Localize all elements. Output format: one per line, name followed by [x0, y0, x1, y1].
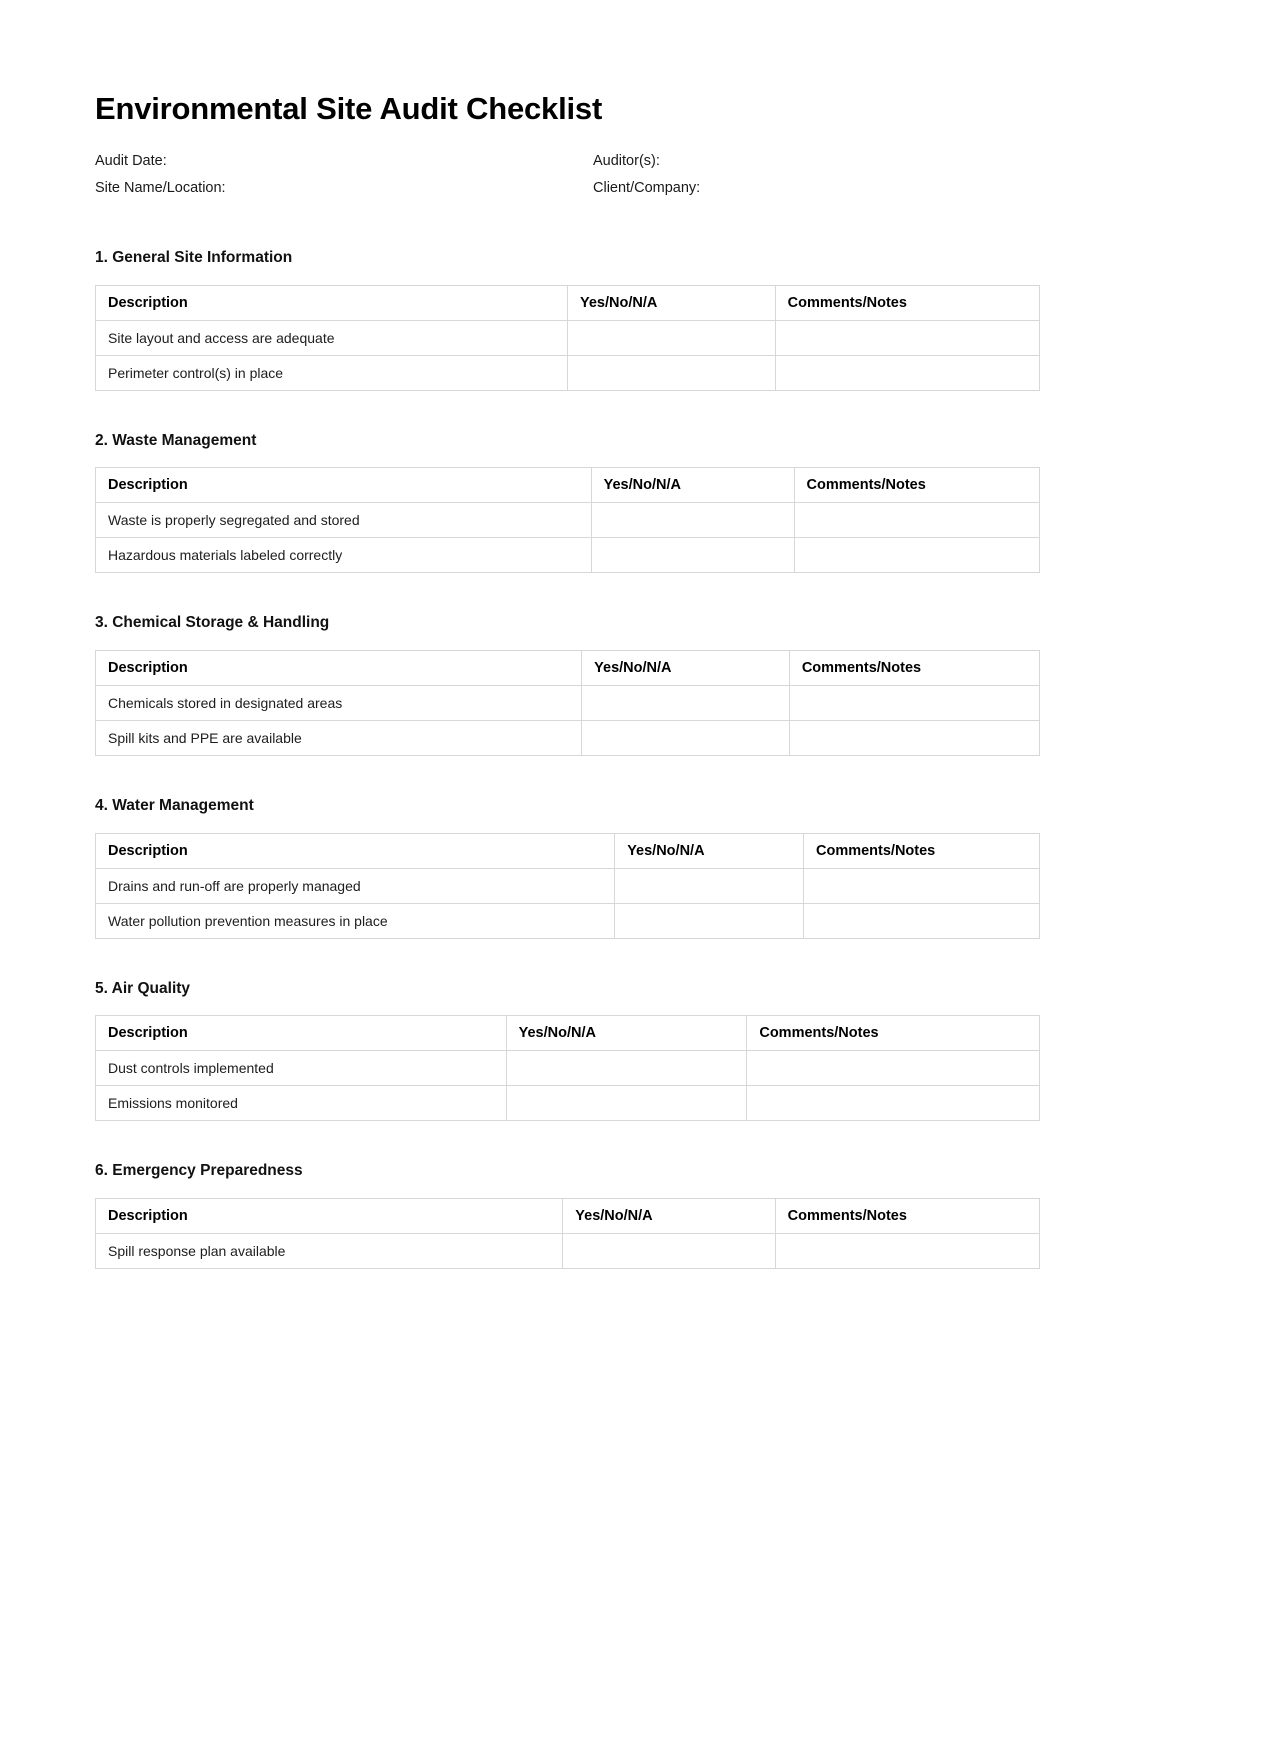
site-name-location-label: Site Name/Location:	[95, 180, 226, 197]
section-heading: 4. Water Management	[95, 796, 254, 814]
column-header-description: Description	[96, 468, 592, 503]
checklist-table	[95, 833, 1040, 939]
row-description: Drains and run-off are properly managed	[96, 868, 615, 903]
auditors-label: Auditor(s):	[593, 153, 660, 170]
client-company-label: Client/Company:	[593, 180, 701, 197]
section-heading: 5. Air Quality	[95, 979, 191, 997]
comments-cell[interactable]	[747, 1086, 1040, 1121]
checklist-table	[95, 1198, 1040, 1269]
section-heading: 3. Chemical Storage & Handling	[95, 614, 330, 632]
row-description: Spill kits and PPE are available	[96, 720, 582, 755]
column-header-status: Yes/No/N/A	[615, 833, 804, 868]
table-row	[96, 538, 1040, 573]
checklist-section	[95, 1121, 1040, 1259]
row-description: Emissions monitored	[96, 1086, 507, 1121]
column-header-comments: Comments/Notes	[803, 833, 1039, 868]
checklist-table	[95, 467, 1040, 573]
status-cell[interactable]	[506, 1051, 747, 1086]
comments-cell[interactable]	[794, 538, 1039, 573]
status-cell[interactable]	[615, 903, 804, 938]
status-cell[interactable]	[582, 720, 790, 755]
row-description: Site layout and access are adequate	[96, 320, 568, 355]
audit-date-label: Audit Date:	[95, 153, 167, 170]
row-description: Perimeter control(s) in place	[96, 355, 568, 390]
table-row	[96, 1233, 1040, 1268]
row-description: Water pollution prevention measures in place	[96, 903, 615, 938]
table-row	[96, 720, 1040, 755]
comments-cell[interactable]	[775, 320, 1039, 355]
table-row	[96, 903, 1040, 938]
document-body	[95, 0, 1040, 1259]
column-header-comments: Comments/Notes	[747, 1016, 1040, 1051]
status-cell[interactable]	[506, 1086, 747, 1121]
comments-cell[interactable]	[789, 685, 1039, 720]
checklist-section	[95, 756, 1040, 939]
status-cell[interactable]	[591, 503, 794, 538]
section-heading: 2. Waste Management	[95, 431, 257, 449]
status-cell[interactable]	[615, 868, 804, 903]
section-heading: 1. General Site Information	[95, 249, 293, 267]
column-header-comments: Comments/Notes	[794, 468, 1039, 503]
meta-row	[95, 180, 1040, 207]
row-description: Hazardous materials labeled correctly	[96, 538, 592, 573]
comments-cell[interactable]	[803, 868, 1039, 903]
page-title: Environmental Site Audit Checklist	[95, 91, 603, 126]
column-header-comments: Comments/Notes	[775, 1198, 1039, 1233]
comments-cell[interactable]	[789, 720, 1039, 755]
checklist-section	[95, 573, 1040, 756]
table-row	[96, 1051, 1040, 1086]
checklist-section	[95, 939, 1040, 1122]
audit-meta-fields	[95, 153, 1040, 207]
column-header-description: Description	[96, 1198, 563, 1233]
checklist-table	[95, 1015, 1040, 1121]
comments-cell[interactable]	[794, 503, 1039, 538]
comments-cell[interactable]	[775, 1233, 1039, 1268]
clipped-table-region	[95, 1198, 1040, 1259]
comments-cell[interactable]	[803, 903, 1039, 938]
table-header-row	[96, 833, 1040, 868]
row-description: Dust controls implemented	[96, 1051, 507, 1086]
table-header-row	[96, 1016, 1040, 1051]
status-cell[interactable]	[568, 355, 776, 390]
column-header-description: Description	[96, 650, 582, 685]
section-heading: 6. Emergency Preparedness	[95, 1162, 303, 1180]
column-header-description: Description	[96, 833, 615, 868]
column-header-status: Yes/No/N/A	[506, 1016, 747, 1051]
table-header-row	[96, 1198, 1040, 1233]
column-header-description: Description	[96, 1016, 507, 1051]
status-cell[interactable]	[563, 1233, 775, 1268]
checklist-section	[95, 391, 1040, 574]
column-header-comments: Comments/Notes	[775, 285, 1039, 320]
column-header-status: Yes/No/N/A	[568, 285, 776, 320]
table-header-row	[96, 650, 1040, 685]
table-row	[96, 503, 1040, 538]
checklist-section	[95, 207, 1040, 391]
status-cell[interactable]	[582, 685, 790, 720]
column-header-description: Description	[96, 285, 568, 320]
comments-cell[interactable]	[747, 1051, 1040, 1086]
table-header-row	[96, 285, 1040, 320]
meta-row	[95, 153, 1040, 180]
row-description: Waste is properly segregated and stored	[96, 503, 592, 538]
table-row	[96, 1086, 1040, 1121]
table-row	[96, 355, 1040, 390]
column-header-status: Yes/No/N/A	[582, 650, 790, 685]
checklist-sections	[95, 207, 1040, 1259]
status-cell[interactable]	[568, 320, 776, 355]
comments-cell[interactable]	[775, 355, 1039, 390]
table-header-row	[96, 468, 1040, 503]
row-description: Chemicals stored in designated areas	[96, 685, 582, 720]
column-header-status: Yes/No/N/A	[563, 1198, 775, 1233]
row-description: Spill response plan available	[96, 1233, 563, 1268]
status-cell[interactable]	[591, 538, 794, 573]
checklist-table	[95, 285, 1040, 391]
checklist-table	[95, 650, 1040, 756]
table-row	[96, 868, 1040, 903]
column-header-status: Yes/No/N/A	[591, 468, 794, 503]
table-row	[96, 685, 1040, 720]
column-header-comments: Comments/Notes	[789, 650, 1039, 685]
table-row	[96, 320, 1040, 355]
